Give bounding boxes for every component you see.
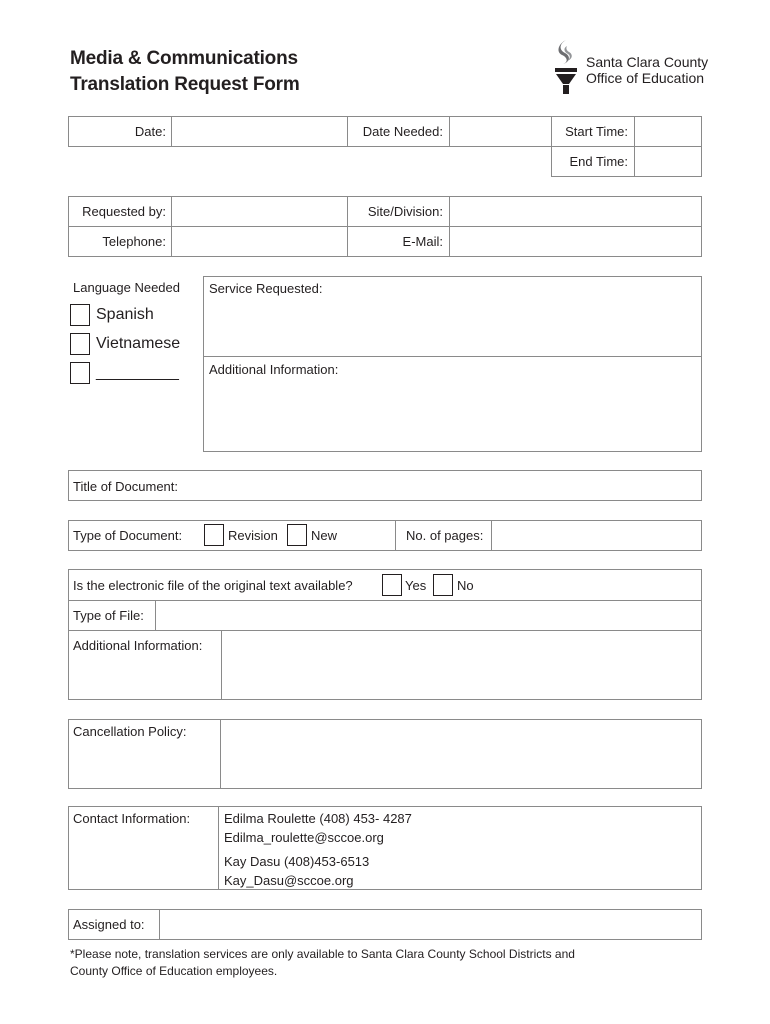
contact-information-label: Contact Information: <box>73 811 191 826</box>
contact2-name-phone: Kay Dasu (408)453-6513 <box>224 854 370 869</box>
file-no-label: No <box>457 578 474 593</box>
site-division-label: Site/Division: <box>367 204 443 219</box>
revision-label: Revision <box>228 528 278 543</box>
contact1-name-phone: Edilma Roulette (408) 453- 4287 <box>224 811 412 826</box>
other-language-checkbox[interactable] <box>70 362 90 384</box>
contact1-email[interactable]: Edilma_roulette@sccoe.org <box>224 830 384 845</box>
file-yes-label: Yes <box>405 578 427 593</box>
cancellation-policy-label: Cancellation Policy: <box>73 724 187 739</box>
file-additional-info-input[interactable] <box>224 633 702 701</box>
cancellation-policy-input[interactable] <box>223 722 702 790</box>
org-name-line1: Santa Clara County <box>586 54 709 70</box>
other-language-blank[interactable]: ___________ <box>96 364 178 381</box>
footnote-line1: *Please note, translation services are only available to Santa Clara County School Districts and <box>70 947 575 961</box>
spanish-checkbox[interactable] <box>70 304 90 326</box>
footnote-line2: County Office of Education employees. <box>70 964 278 978</box>
spanish-label: Spanish <box>96 306 154 323</box>
new-label: New <box>311 528 338 543</box>
file-additional-info-label: Additional Information: <box>73 638 203 653</box>
telephone-input[interactable] <box>173 228 349 257</box>
assigned-to-label: Assigned to: <box>73 917 145 932</box>
email-label: E-Mail: <box>402 234 443 249</box>
title-of-document-label: Title of Document: <box>73 479 179 494</box>
contact2-email[interactable]: Kay_Dasu@sccoe.org <box>224 873 354 888</box>
date-needed-label: Date Needed: <box>362 124 443 139</box>
form-title-line2: Translation Request Form <box>70 74 300 95</box>
start-time-label: Start Time: <box>565 124 628 139</box>
title-of-document-input[interactable] <box>190 472 702 501</box>
telephone-label: Telephone: <box>102 234 166 249</box>
end-time-label: End Time: <box>569 154 628 169</box>
service-requested-label: Service Requested: <box>209 281 323 296</box>
revision-checkbox[interactable] <box>204 524 224 546</box>
type-of-file-label: Type of File: <box>73 608 144 623</box>
service-requested-input[interactable] <box>209 298 701 356</box>
no-of-pages-label: No. of pages: <box>406 528 484 543</box>
electronic-file-question: Is the electronic file of the original text available? <box>73 578 353 593</box>
site-division-input[interactable] <box>451 198 704 227</box>
assigned-to-input[interactable] <box>161 911 702 940</box>
form-title-line1: Media & Communications <box>70 48 298 69</box>
start-time-input[interactable] <box>636 118 704 147</box>
date-needed-input[interactable] <box>451 118 553 147</box>
service-additional-info-input[interactable] <box>209 379 701 451</box>
date-label: Date: <box>134 124 166 139</box>
vietnamese-checkbox[interactable] <box>70 333 90 355</box>
requested-by-label: Requested by: <box>82 204 166 219</box>
type-of-file-input[interactable] <box>157 602 704 630</box>
service-additional-info-label: Additional Information: <box>209 362 339 377</box>
torch-icon <box>551 38 581 96</box>
file-yes-checkbox[interactable] <box>382 574 402 596</box>
language-needed-heading: Language Needed <box>73 280 180 295</box>
org-name-line2: Office of Education <box>586 70 705 86</box>
date-input[interactable] <box>173 118 349 147</box>
type-of-document-label: Type of Document: <box>73 528 183 543</box>
no-of-pages-input[interactable] <box>493 522 704 551</box>
vietnamese-label: Vietnamese <box>96 335 181 352</box>
email-input[interactable] <box>451 228 704 257</box>
requested-by-input[interactable] <box>173 198 349 227</box>
new-checkbox[interactable] <box>287 524 307 546</box>
file-no-checkbox[interactable] <box>433 574 453 596</box>
end-time-input[interactable] <box>636 148 704 177</box>
